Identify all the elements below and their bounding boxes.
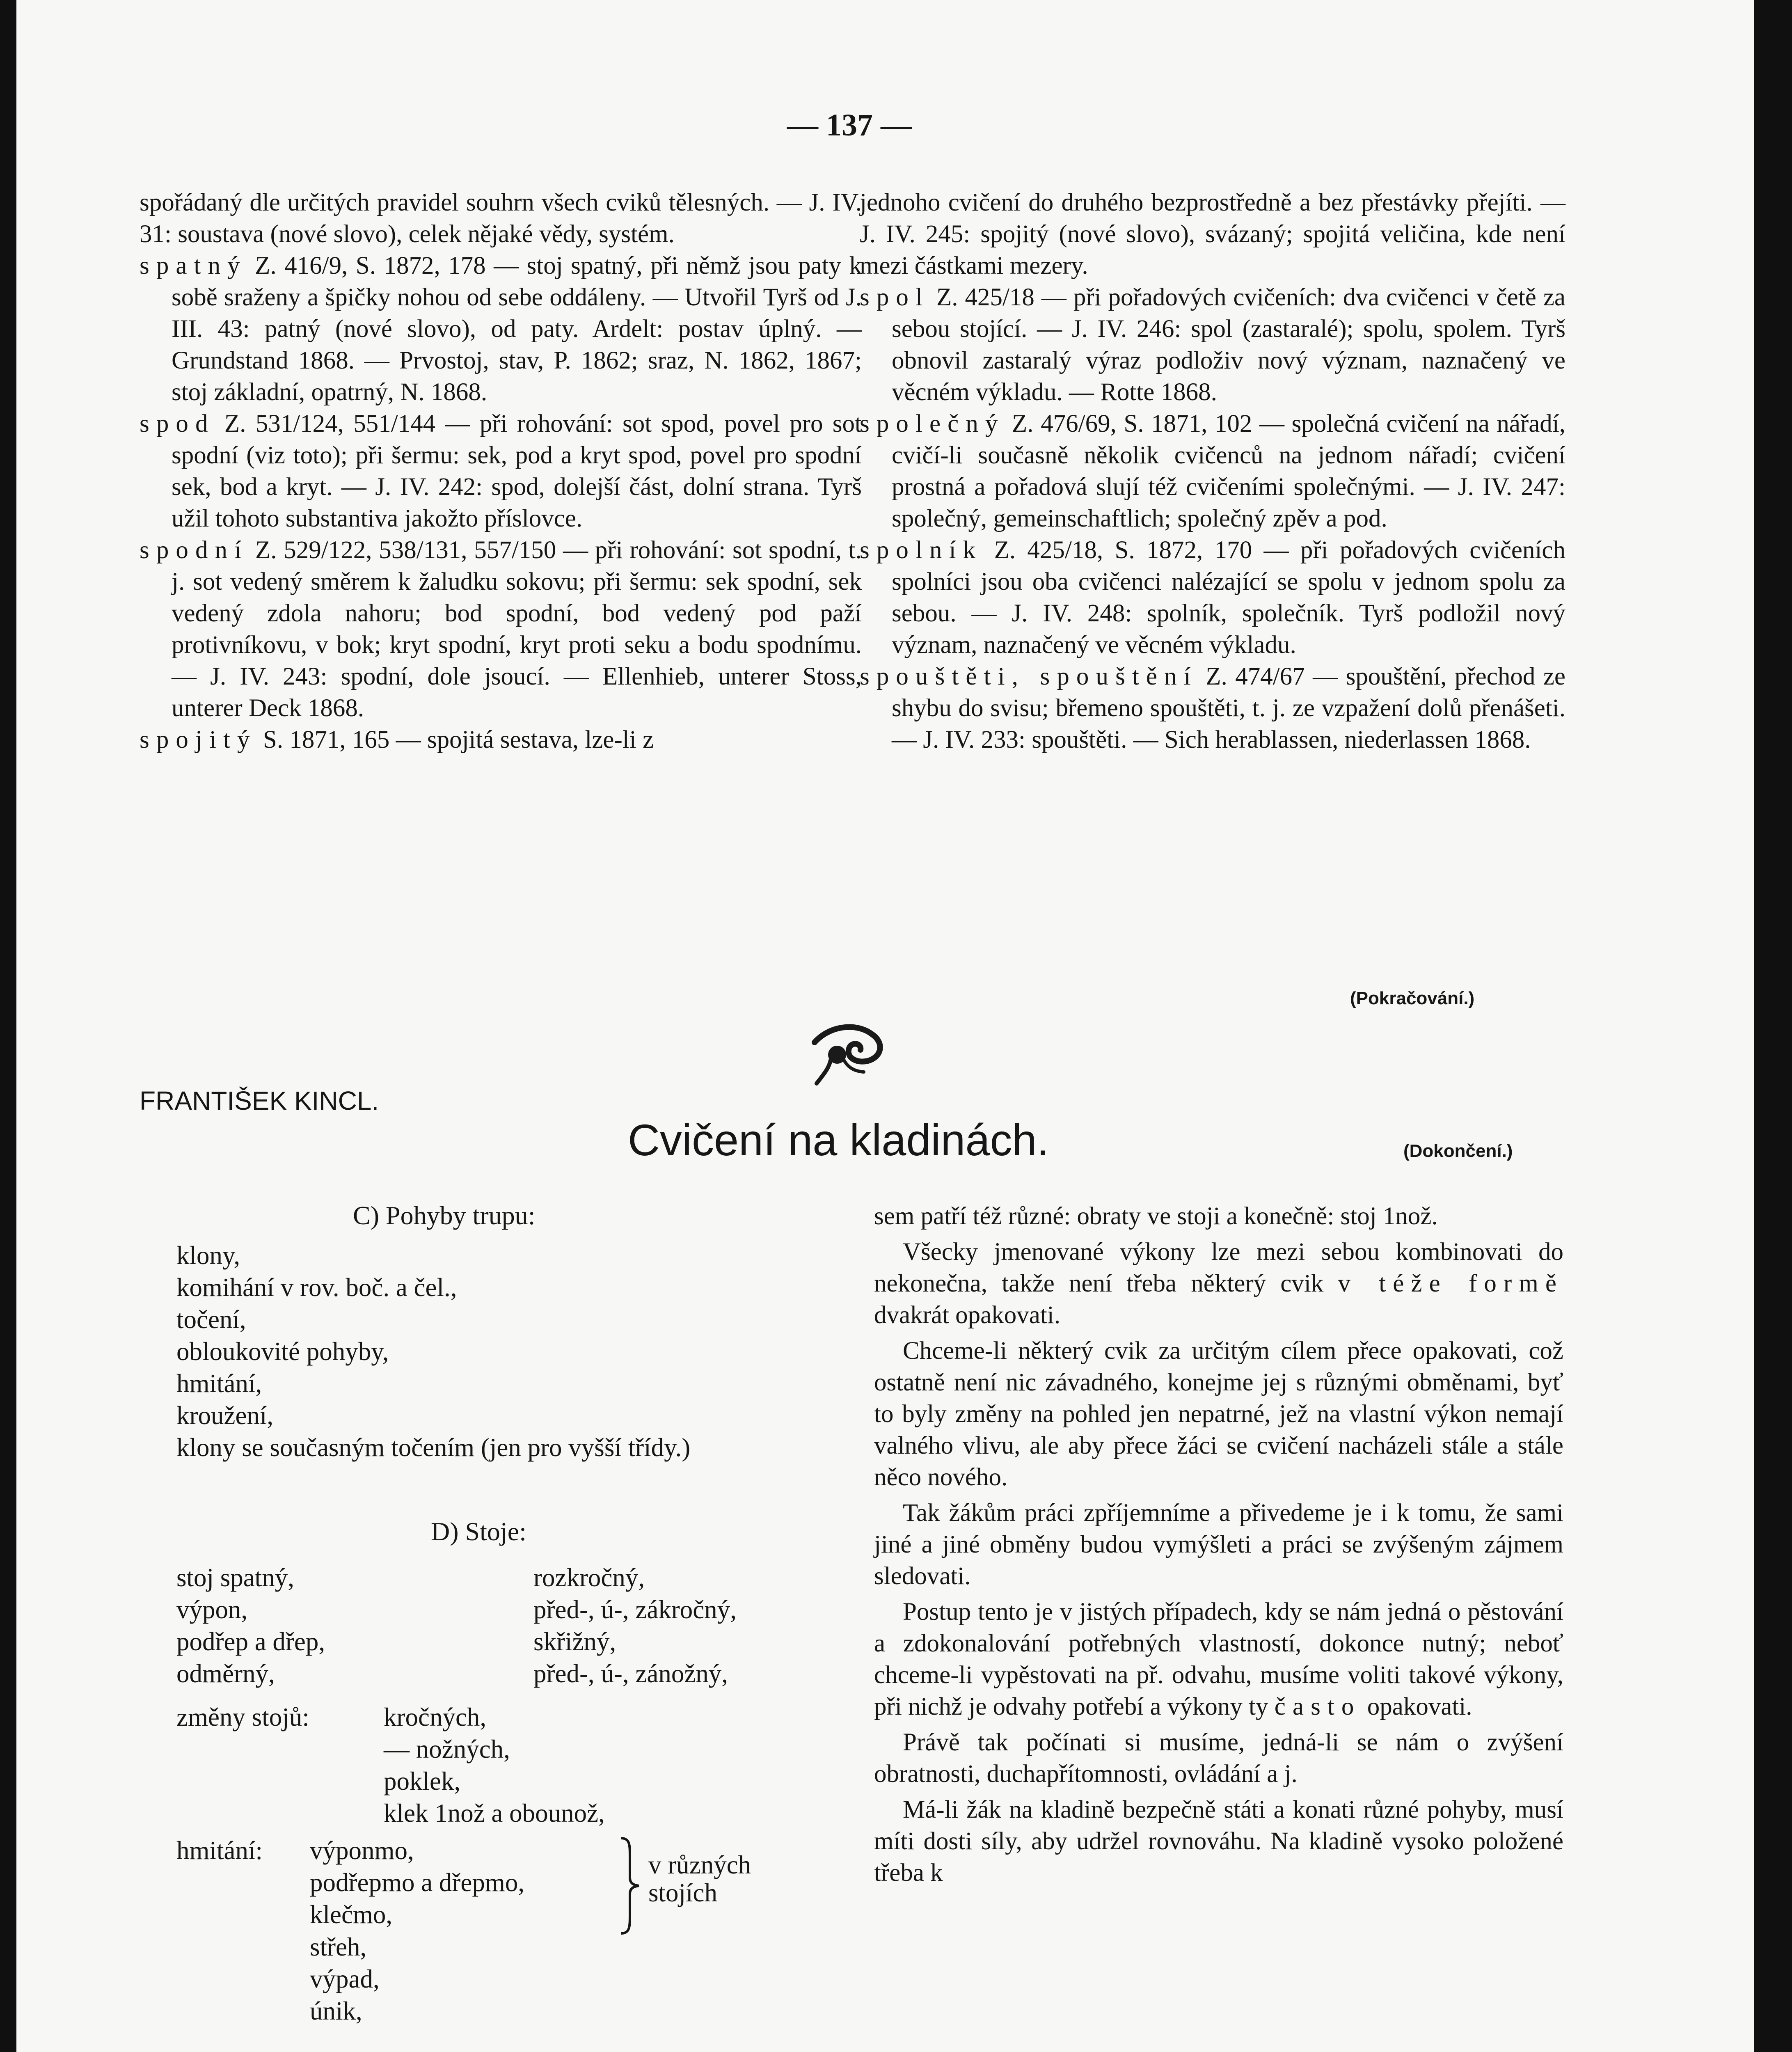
article-title: Cvičení na kladinách. [628, 1115, 1049, 1165]
entry-headword: spojitý [140, 726, 257, 753]
stance-list-right [533, 1562, 737, 1690]
stance-item: výpon, [176, 1595, 248, 1624]
dictionary-entry [140, 534, 862, 724]
trunk-movement-item: klony se současným točením (jen pro vyšší třídy.) [176, 1433, 691, 1462]
article-paragraph [874, 1727, 1563, 1790]
entry-headword: spolník [860, 536, 983, 564]
stance-item: rozkročný, [533, 1563, 645, 1592]
trunk-movement-item: kroužení, [176, 1401, 274, 1430]
article-paragraph [874, 1335, 1563, 1493]
paragraph-text: Všecky jmenované výkony lze mezi sebou kombinovati do nekonečna, takže není třeba některý cvik [874, 1238, 1563, 1297]
dictionary-entry [140, 408, 862, 534]
entry-text: Z. 531/124, 551/144 — při rohování: sot spod, povel pro sot spodní (viz toto); při šermu: sek, pod a kryt spod, povel pro spodní sek, bod a kryt. — J. IV. 242: spod, dolejší část, dolní strana. Tyrš užil tohoto substantiva jakožto příslovce. [172, 410, 862, 532]
entry-text: Z. 476/69, S. 1871, 102 — společná cvičení na nářadí, cvičí-li současně několik cvičenců na jednom nářadí; cvičení prostná a pořadová slují též cvičeními společnými. — J. IV. 247: společný, gemeinschaftlich; společný zpěv a pod. [892, 410, 1565, 532]
stance-item: výpad, [310, 1965, 380, 1993]
more-stances-list [310, 1931, 380, 2027]
entry-text: Z. 474/67 — spouštění, přechod ze shybu do svisu; břemeno spouštěti, t. j. ze vzpažení dolů přenášeti. — J. IV. 233: spouštěti. — Sich herablassen, niederlassen 1868. [892, 663, 1565, 753]
stance-item: únik, [310, 1997, 362, 2025]
stance-item: podřep a dřep, [176, 1627, 325, 1656]
stance-item: střeh, [310, 1933, 367, 1961]
entry-text: jednoho cvičení do druhého bezprostředně a bez přestávky přejíti. — J. IV. 245: spojitý (nové slovo), svázaný; spojitá veličina, kde není mezi částkami mezery. [860, 189, 1565, 279]
entry-headword: spol [860, 284, 930, 311]
paragraph-text: Tak žákům práci zpříjemníme a přivedeme je i k tomu, že sami jiné a jiné obměny budou vymýšleti a práci se zvýšeným zájmem sledovati. [874, 1499, 1563, 1590]
page-sheet [16, 0, 1754, 2052]
paragraph-text: dvakrát opakovati. [874, 1301, 1060, 1329]
hmitani-item: klečmo, [310, 1900, 393, 1929]
fleuron-icon [806, 1018, 888, 1088]
changes-list [384, 1701, 605, 1829]
article-paragraph [874, 1200, 1563, 1232]
entry-text: Z. 425/18, S. 1872, 170 — při pořadových cvičeních spolníci jsou oba cvičenci nalézající se spolu v jednom spolu za sebou. — J. IV. 248: spolník, společník. Tyrš podložil nový význam, naznačený ve věcném výkladu. [892, 536, 1565, 659]
stance-item: skřižný, [533, 1627, 616, 1656]
hmitani-item: výponmo, [310, 1836, 414, 1865]
right-brace-icon [618, 1837, 642, 1935]
article-right-column [874, 1200, 1563, 1889]
stance-item: stoj spatný, [176, 1563, 295, 1592]
stance-change-item: poklek, [384, 1767, 461, 1796]
spaced-emphasis: v téže formě [1338, 1270, 1563, 1297]
entry-continuation [860, 187, 1565, 282]
entry-headword: společný [860, 410, 1005, 437]
entry-text: Z. 416/9, S. 1872, 178 — stoj spatný, při němž jsou paty k sobě sraženy a špičky nohou od sebe oddáleny. — Utvořil Tyrš od J. III. 43: patný (nové slovo), od paty. Ardelt: postav úplný. — Grundstand 1868. — Prvostoj, stav, P. 1862; sraz, N. 1862, 1867; stoj základní, opatrný, N. 1868. [172, 252, 862, 406]
stance-item: před-, ú-, zánožný, [533, 1659, 728, 1688]
dictionary-left-column [140, 187, 862, 756]
entry-text: Z. 529/122, 538/131, 557/150 — při rohování: sot spodní, t. j. sot vedený směrem k žaludku sokovu; při šermu: sek spodní, sek vedený zdola nahoru; bod spodní, bod vedený pod paží protivníkovu, v bok; kryt spodní, kryt proti seku a bodu spodnímu. — J. IV. 243: spodní, dole jsoucí. — Ellenhieb, unterer Stoss, unterer Deck 1868. [172, 536, 862, 722]
trunk-movement-item: komihání v rov. boč. a čel., [176, 1273, 457, 1302]
paragraph-text: sem patří též různé: obraty ve stoji a konečně: stoj 1nož. [874, 1202, 1438, 1230]
hmitani-list [310, 1834, 524, 1931]
entry-text: Z. 425/18 — při pořadových cvičeních: dva cvičenci v četě za sebou stojící. — J. IV. 246: spol (zastaralé); spolu, spolem. Tyrš obnovil zastaralý výraz podloživ nový význam, naznačený ve věcném výkladu. — Rotte 1868. [892, 284, 1565, 406]
paragraph-text: Postup tento je v jistých případech, kdy se nám jedná o pěstování a zdokonalování potřebných vlastností, dokonce nutný; neboť chceme-li vypěstovati na př. odvahu, musíme voliti takové výkony, při nichž je odvahy potřebí a výkony ty [874, 1598, 1563, 1720]
stance-change-item: kročných, [384, 1703, 487, 1731]
stance-change-item: klek 1nož a obounož, [384, 1799, 605, 1828]
spaced-emphasis: často [1274, 1693, 1361, 1720]
dictionary-entry [140, 250, 862, 408]
article-paragraph [874, 1794, 1563, 1889]
article-paragraph [874, 1596, 1563, 1722]
entry-headword: spod [140, 410, 215, 437]
trunk-movement-item: klony, [176, 1241, 240, 1270]
article-author: FRANTIŠEK KINCL. [140, 1086, 379, 1115]
paragraph-text: Právě tak počínati si musíme, jedná-li se nám o zvýšení obratnosti, duchapřítomnosti, ovládání a j. [874, 1729, 1563, 1788]
article-paragraph [874, 1236, 1563, 1331]
entry-text: S. 1871, 165 — spojitá sestava, lze-li z [256, 726, 654, 753]
hmitani-label: hmitání: [176, 1836, 263, 1865]
dictionary-entry [860, 408, 1565, 534]
concluded-note: (Dokončení.) [1403, 1141, 1513, 1161]
page-number: — 137 — [787, 108, 912, 142]
dictionary-entry [860, 282, 1565, 408]
paragraph-text: Chceme-li některý cvik za určitým cílem přece opakovati, což ostatně není nic závadného, konejme jej s různými obměnami, byť to byly změny na pohled jen nepatrné, jež na vlastní výkon nemají valného vlivu, ale aby přece žáci se cvičení nacházeli stále a stále něco nového. [874, 1337, 1563, 1491]
stance-item: před-, ú-, zákročný, [533, 1595, 737, 1624]
section-c-heading: C) Pohyby trupu: [353, 1201, 536, 1230]
trunk-movement-item: hmitání, [176, 1369, 262, 1398]
section-c-list [176, 1239, 845, 1463]
entry-headword: spouštěti, spouštění [860, 663, 1198, 690]
dictionary-entry [860, 534, 1565, 661]
entry-continuation [140, 187, 862, 250]
continued-note: (Pokračování.) [1350, 988, 1475, 1008]
article-paragraph [874, 1497, 1563, 1592]
entry-headword: spodní [140, 536, 249, 564]
trunk-movement-item: obloukovité pohyby, [176, 1337, 389, 1366]
dictionary-entry [860, 661, 1565, 756]
hmitani-item: podřepmo a dřepmo, [310, 1868, 525, 1897]
changes-label: změny stojů: [176, 1703, 309, 1731]
entry-headword: spatný [140, 252, 247, 279]
trunk-movement-item: točení, [176, 1305, 246, 1334]
stance-list-left [176, 1562, 325, 1690]
dictionary-right-column [860, 187, 1565, 756]
entry-text: spořádaný dle určitých pravidel souhrn všech cviků tělesných. — J. IV. 31: soustava (nové slovo), celek nějaké vědy, systém. [140, 189, 862, 248]
hmitani-note: v různých stojích [648, 1850, 751, 1907]
stance-change-item: — nožných, [384, 1735, 510, 1763]
paragraph-text: opakovati. [1361, 1693, 1472, 1720]
stance-item: odměrný, [176, 1659, 275, 1688]
dictionary-entry [140, 724, 862, 756]
section-d-heading: D) Stoje: [431, 1517, 526, 1546]
paragraph-text: Má-li žák na kladině bezpečně státi a konati různé pohyby, musí míti dosti síly, aby udržel rovnováhu. Na kladině vysoko položené třeba k [874, 1796, 1563, 1887]
